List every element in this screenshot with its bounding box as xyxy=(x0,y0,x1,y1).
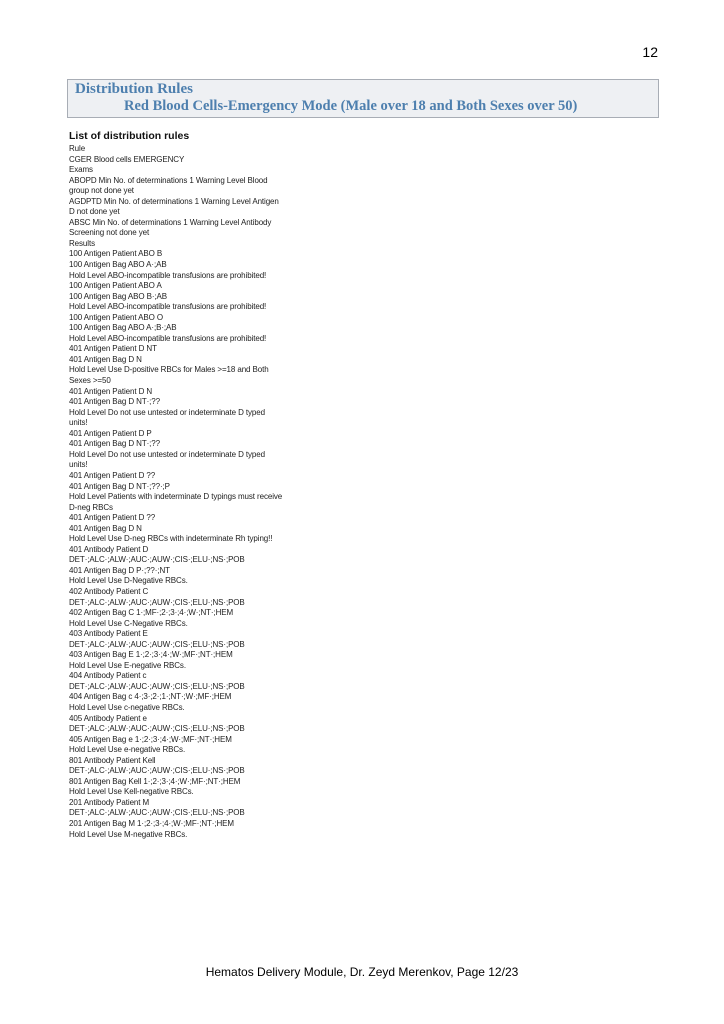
rule-line: 401 Antigen Bag D NT·;?? xyxy=(69,397,160,407)
rule-line: 403 Antibody Patient E xyxy=(69,629,148,639)
rule-line: ABSC Min No. of determinations 1 Warning Level Antibody xyxy=(69,217,272,227)
rule-line: 403 Antigen Bag E 1·;2·;3·;4·;W·;MF·;NT·;HEM xyxy=(69,650,233,660)
page-footer: Hematos Delivery Module, Dr. Zeyd Merenkov, Page 12/23 xyxy=(205,965,519,979)
rule-line: Hold Level Use D-neg RBCs with indeterminate Rh typing!! xyxy=(69,534,273,544)
rule-line: DET·;ALC·;ALW·;AUC·;AUW·;CIS·;ELU·;NS·;POB xyxy=(69,639,245,649)
rule-line: Exams xyxy=(69,165,93,175)
rule-line: 401 Antigen Bag D NT·;??·;P xyxy=(69,481,170,491)
banner-title: Distribution Rules xyxy=(75,81,193,97)
rule-line: CGER Blood cells EMERGENCY xyxy=(69,154,185,164)
rule-line: DET·;ALC·;ALW·;AUC·;AUW·;CIS·;ELU·;NS·;POB xyxy=(69,808,245,818)
rule-line: 100 Antigen Patient ABO O xyxy=(69,312,164,322)
rule-line: Hold Level ABO-incompatible transfusions are prohibited! xyxy=(69,302,267,312)
rule-line: units! xyxy=(69,460,88,470)
rule-line: Hold Level Use e-negative RBCs. xyxy=(69,745,186,755)
rule-line: 404 Antigen Bag c 4·;3·;2·;1·;NT·;W·;MF·;HEM xyxy=(69,692,232,702)
rule-line: D-neg RBCs xyxy=(69,502,113,512)
rule-line: 100 Antigen Bag ABO A·;B·;AB xyxy=(69,323,177,333)
rule-line: Hold Level ABO-incompatible transfusions are prohibited! xyxy=(69,270,267,280)
rule-line: 404 Antibody Patient c xyxy=(69,671,147,681)
rule-line: 401 Antigen Bag D N xyxy=(69,354,142,364)
rule-line: 401 Antigen Patient D NT xyxy=(69,344,157,354)
rule-line: 402 Antibody Patient C xyxy=(69,586,149,596)
rule-line: ABOPD Min No. of determinations 1 Warning Level Blood xyxy=(69,175,268,185)
rule-line: 401 Antigen Patient D N xyxy=(69,386,153,396)
rule-line: DET·;ALC·;ALW·;AUC·;AUW·;CIS·;ELU·;NS·;POB xyxy=(69,724,245,734)
rule-line: DET·;ALC·;ALW·;AUC·;AUW·;CIS·;ELU·;NS·;POB xyxy=(69,766,245,776)
rule-line: Hold Level Use Kell-negative RBCs. xyxy=(69,787,194,797)
rule-line: Sexes >=50 xyxy=(69,376,111,386)
rule-line: DET·;ALC·;ALW·;AUC·;AUW·;CIS·;ELU·;NS·;POB xyxy=(69,555,245,565)
rule-line: DET·;ALC·;ALW·;AUC·;AUW·;CIS·;ELU·;NS·;POB xyxy=(69,597,245,607)
rule-line: 100 Antigen Patient ABO A xyxy=(69,281,162,291)
rule-line: DET·;ALC·;ALW·;AUC·;AUW·;CIS·;ELU·;NS·;POB xyxy=(69,681,245,691)
rule-line: 401 Antigen Bag D NT·;?? xyxy=(69,439,160,449)
rule-line: Hold Level Use c-negative RBCs. xyxy=(69,702,185,712)
rule-line: Hold Level Do not use untested or indeterminate D typed xyxy=(69,449,265,459)
rule-line: 401 Antigen Patient D ?? xyxy=(69,470,156,480)
rule-line: D not done yet xyxy=(69,207,120,217)
page-number: 12 xyxy=(642,44,658,60)
rule-line: 405 Antibody Patient e xyxy=(69,713,147,723)
rule-line: Rule xyxy=(69,144,86,153)
distribution-rules-banner xyxy=(67,79,659,118)
rule-line: 401 Antigen Bag D P·;??·;NT xyxy=(69,565,170,575)
rule-line: 201 Antigen Bag M 1·;2·;3·;4·;W·;MF·;NT·;HEM xyxy=(69,819,234,828)
rule-line: Hold Level Use M-negative RBCs. xyxy=(69,829,188,839)
rule-line: group not done yet xyxy=(69,186,134,196)
rule-line: Hold Level Do not use untested or indeterminate D typed xyxy=(69,407,265,417)
rule-line: Hold Level Use E-negative RBCs. xyxy=(69,660,186,670)
rule-lines-list xyxy=(69,144,349,840)
list-heading: List of distribution rules xyxy=(69,130,190,142)
distribution-rules-content xyxy=(69,130,349,840)
rule-line: 401 Antibody Patient D xyxy=(69,544,149,554)
rule-line: 405 Antigen Bag e 1·;2·;3·;4·;W·;MF·;NT·;HEM xyxy=(69,734,232,744)
rule-line: Hold Level Patients with indeterminate D typings must receive xyxy=(69,492,283,502)
rule-line: AGDPTD Min No. of determinations 1 Warning Level Antigen xyxy=(69,196,279,206)
rule-line: Hold Level Use D-positive RBCs for Males >=18 and Both xyxy=(69,365,269,375)
rule-line: 402 Antigen Bag C 1·;MF·;2·;3·;4·;W·;NT·;HEM xyxy=(69,608,234,618)
rule-line: 201 Antibody Patient M xyxy=(69,797,150,807)
rule-line: 801 Antibody Patient Kell xyxy=(69,755,156,765)
rule-line: 401 Antigen Patient D P xyxy=(69,428,152,438)
rule-line: Hold Level Use D-Negative RBCs. xyxy=(69,576,188,586)
rule-line: 100 Antigen Bag ABO A·;AB xyxy=(69,260,167,270)
rule-line: Hold Level ABO-incompatible transfusions are prohibited! xyxy=(69,333,267,343)
banner-subtitle: Red Blood Cells-Emergency Mode (Male over 18 and Both Sexes over 50) xyxy=(124,98,578,114)
rule-line: 801 Antigen Bag Kell 1·;2·;3·;4·;W·;MF·;NT·;HEM xyxy=(69,776,241,786)
rule-line: Results xyxy=(69,238,95,248)
rule-line: 401 Antigen Bag D N xyxy=(69,523,142,533)
rule-line: units! xyxy=(69,418,88,428)
rule-line: Hold Level Use C-Negative RBCs. xyxy=(69,618,188,628)
rule-line: 100 Antigen Patient ABO B xyxy=(69,249,163,259)
rule-line: Screening not done yet xyxy=(69,228,150,238)
rule-line: 401 Antigen Patient D ?? xyxy=(69,513,156,523)
rule-line: 100 Antigen Bag ABO B·;AB xyxy=(69,291,168,301)
